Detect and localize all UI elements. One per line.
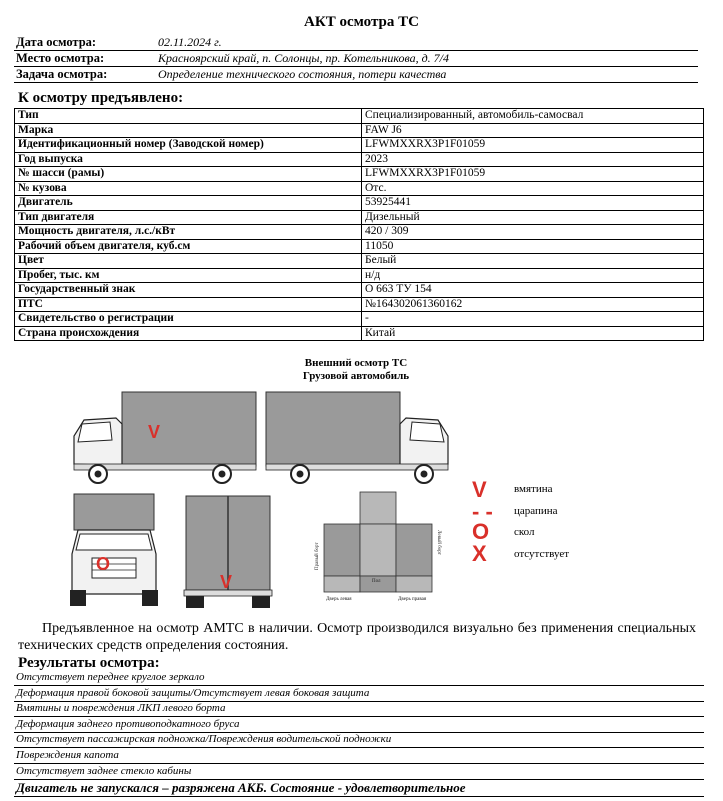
spec-row bbox=[15, 109, 704, 124]
spec-value: 420 / 309 bbox=[362, 225, 704, 240]
spec-value: FAW J6 bbox=[362, 123, 704, 138]
document-title: АКТ осмотра ТС bbox=[304, 14, 419, 30]
result-item bbox=[14, 670, 704, 686]
result-item bbox=[14, 748, 704, 764]
spec-key: ПТС bbox=[15, 297, 362, 312]
spec-value: LFWMXXRX3P1F01059 bbox=[362, 138, 704, 153]
spec-row bbox=[15, 225, 704, 240]
dent-mark-rear: V bbox=[220, 572, 233, 592]
results-heading: Результаты осмотра: bbox=[18, 655, 160, 671]
spec-value: Китай bbox=[362, 326, 704, 341]
spec-key: Цвет bbox=[15, 254, 362, 269]
spec-value: 2023 bbox=[362, 152, 704, 167]
inspection-paragraph: Предъявленное на осмотр АМТС в наличии. Осмотр производился визуально без применения специальных технических средств определения состояния. bbox=[18, 621, 696, 653]
legend-text-chip: скол bbox=[514, 526, 535, 538]
spec-value: н/д bbox=[362, 268, 704, 283]
result-item bbox=[14, 686, 704, 702]
conclusion-text: Двигатель не запускался – разряжена АКБ. Состояние - удовлетворительное bbox=[16, 780, 466, 796]
spec-value: - bbox=[362, 312, 704, 327]
meta-row-place bbox=[14, 50, 698, 67]
spec-value: Белый bbox=[362, 254, 704, 269]
spec-value: Дизельный bbox=[362, 210, 704, 225]
result-item bbox=[14, 732, 704, 748]
truck-side-left-icon bbox=[74, 392, 256, 483]
meta-value: Красноярский край, п. Солонцы, пр. Котельникова, д. 7/4 bbox=[158, 51, 450, 65]
legend-mark-chip: O bbox=[472, 519, 490, 544]
dent-mark: V bbox=[148, 422, 161, 442]
spec-row bbox=[15, 254, 704, 269]
spec-key: Идентификационный номер (Заводской номер) bbox=[15, 138, 362, 153]
presented-heading: К осмотру предъявлено: bbox=[18, 90, 184, 106]
spec-value: О 663 ТУ 154 bbox=[362, 283, 704, 298]
figure-title-line2: Грузовой автомобиль bbox=[302, 370, 410, 382]
label-door-right: Дверь правая bbox=[398, 597, 427, 602]
result-item bbox=[14, 717, 704, 733]
result-text: Отсутствует заднее стекло кабины bbox=[16, 764, 192, 777]
cargo-body-plan bbox=[315, 492, 441, 602]
spec-key: № шасси (рамы) bbox=[15, 167, 362, 182]
spec-row bbox=[15, 196, 704, 211]
result-item bbox=[14, 701, 704, 717]
spec-row bbox=[15, 312, 704, 327]
truck-front-icon bbox=[70, 494, 158, 606]
figure-title bbox=[196, 357, 516, 383]
meta-row-date bbox=[14, 34, 698, 51]
spec-key: Мощность двигателя, л.с./кВт bbox=[15, 225, 362, 240]
vehicle-spec-table bbox=[14, 108, 704, 341]
spec-key: Страна происхождения bbox=[15, 326, 362, 341]
result-text: Отсутствует переднее круглое зеркало bbox=[16, 671, 205, 683]
spec-key: Свидетельство о регистрации bbox=[15, 312, 362, 327]
spec-row bbox=[15, 268, 704, 283]
spec-key: Марка bbox=[15, 123, 362, 138]
result-text: Отсутствует пассажирская подножка/Повреждения водительской подножки bbox=[16, 733, 392, 746]
spec-key: № кузова bbox=[15, 181, 362, 196]
meta-label: Дата осмотра: bbox=[16, 35, 97, 49]
spec-key: Тип bbox=[15, 109, 362, 124]
legend-text-dent: вмятина bbox=[514, 483, 553, 495]
truck-rear-icon bbox=[184, 496, 272, 608]
spec-key: Двигатель bbox=[15, 196, 362, 211]
spec-value: Специализированный, автомобиль-самосвал bbox=[362, 109, 704, 124]
spec-key: Государственный знак bbox=[15, 283, 362, 298]
legend-text-scratch: царапина bbox=[514, 505, 558, 517]
spec-row bbox=[15, 283, 704, 298]
chip-mark: O bbox=[96, 554, 111, 574]
label-floor: Пол bbox=[372, 579, 381, 584]
result-text: Деформация заднего противоподкатного бруса bbox=[16, 717, 240, 730]
spec-row bbox=[15, 138, 704, 153]
legend-mark-missing: X bbox=[472, 541, 487, 566]
legend-mark-dent: V bbox=[472, 477, 487, 502]
spec-value: №164302061360162 bbox=[362, 297, 704, 312]
result-item bbox=[14, 764, 704, 780]
spec-row bbox=[15, 167, 704, 182]
spec-key: Рабочий объем двигателя, куб.см bbox=[15, 239, 362, 254]
spec-value: 11050 bbox=[362, 239, 704, 254]
spec-row bbox=[15, 239, 704, 254]
spec-key: Год выпуска bbox=[15, 152, 362, 167]
label-door-left: Дверь левая bbox=[326, 597, 352, 602]
spec-row bbox=[15, 297, 704, 312]
meta-label: Задача осмотра: bbox=[16, 67, 108, 81]
figure-title-line1: Внешний осмотр ТС bbox=[304, 357, 408, 369]
spec-row bbox=[15, 152, 704, 167]
spec-key: Пробег, тыс. км bbox=[15, 268, 362, 283]
legend-mark-scratch: - - bbox=[472, 499, 493, 524]
meta-value: 02.11.2024 г. bbox=[158, 35, 222, 49]
result-text: Деформация правой боковой защиты/Отсутствует левая боковая защита bbox=[16, 686, 370, 699]
spec-row bbox=[15, 123, 704, 138]
meta-label: Место осмотра: bbox=[16, 51, 105, 65]
result-text: Вмятины и повреждения ЛКП левого борта bbox=[16, 702, 226, 715]
truck-inspection-diagram bbox=[56, 384, 466, 610]
spec-value: Отс. bbox=[362, 181, 704, 196]
label-right-side: Правый борт bbox=[315, 542, 320, 570]
spec-key: Тип двигателя bbox=[15, 210, 362, 225]
legend-text-missing: отсутствует bbox=[514, 548, 570, 560]
result-text: Повреждения капота bbox=[16, 749, 119, 761]
spec-value: 53925441 bbox=[362, 196, 704, 211]
meta-value: Определение технического состояния, потери качества bbox=[158, 67, 447, 81]
spec-row bbox=[15, 326, 704, 341]
truck-side-right-icon bbox=[266, 392, 448, 483]
spec-row bbox=[15, 181, 704, 196]
conclusion bbox=[14, 779, 704, 797]
meta-row-task bbox=[14, 66, 698, 83]
label-left-side: Левый борт bbox=[436, 530, 441, 555]
spec-row bbox=[15, 210, 704, 225]
spec-value: LFWMXXRX3P1F01059 bbox=[362, 167, 704, 182]
